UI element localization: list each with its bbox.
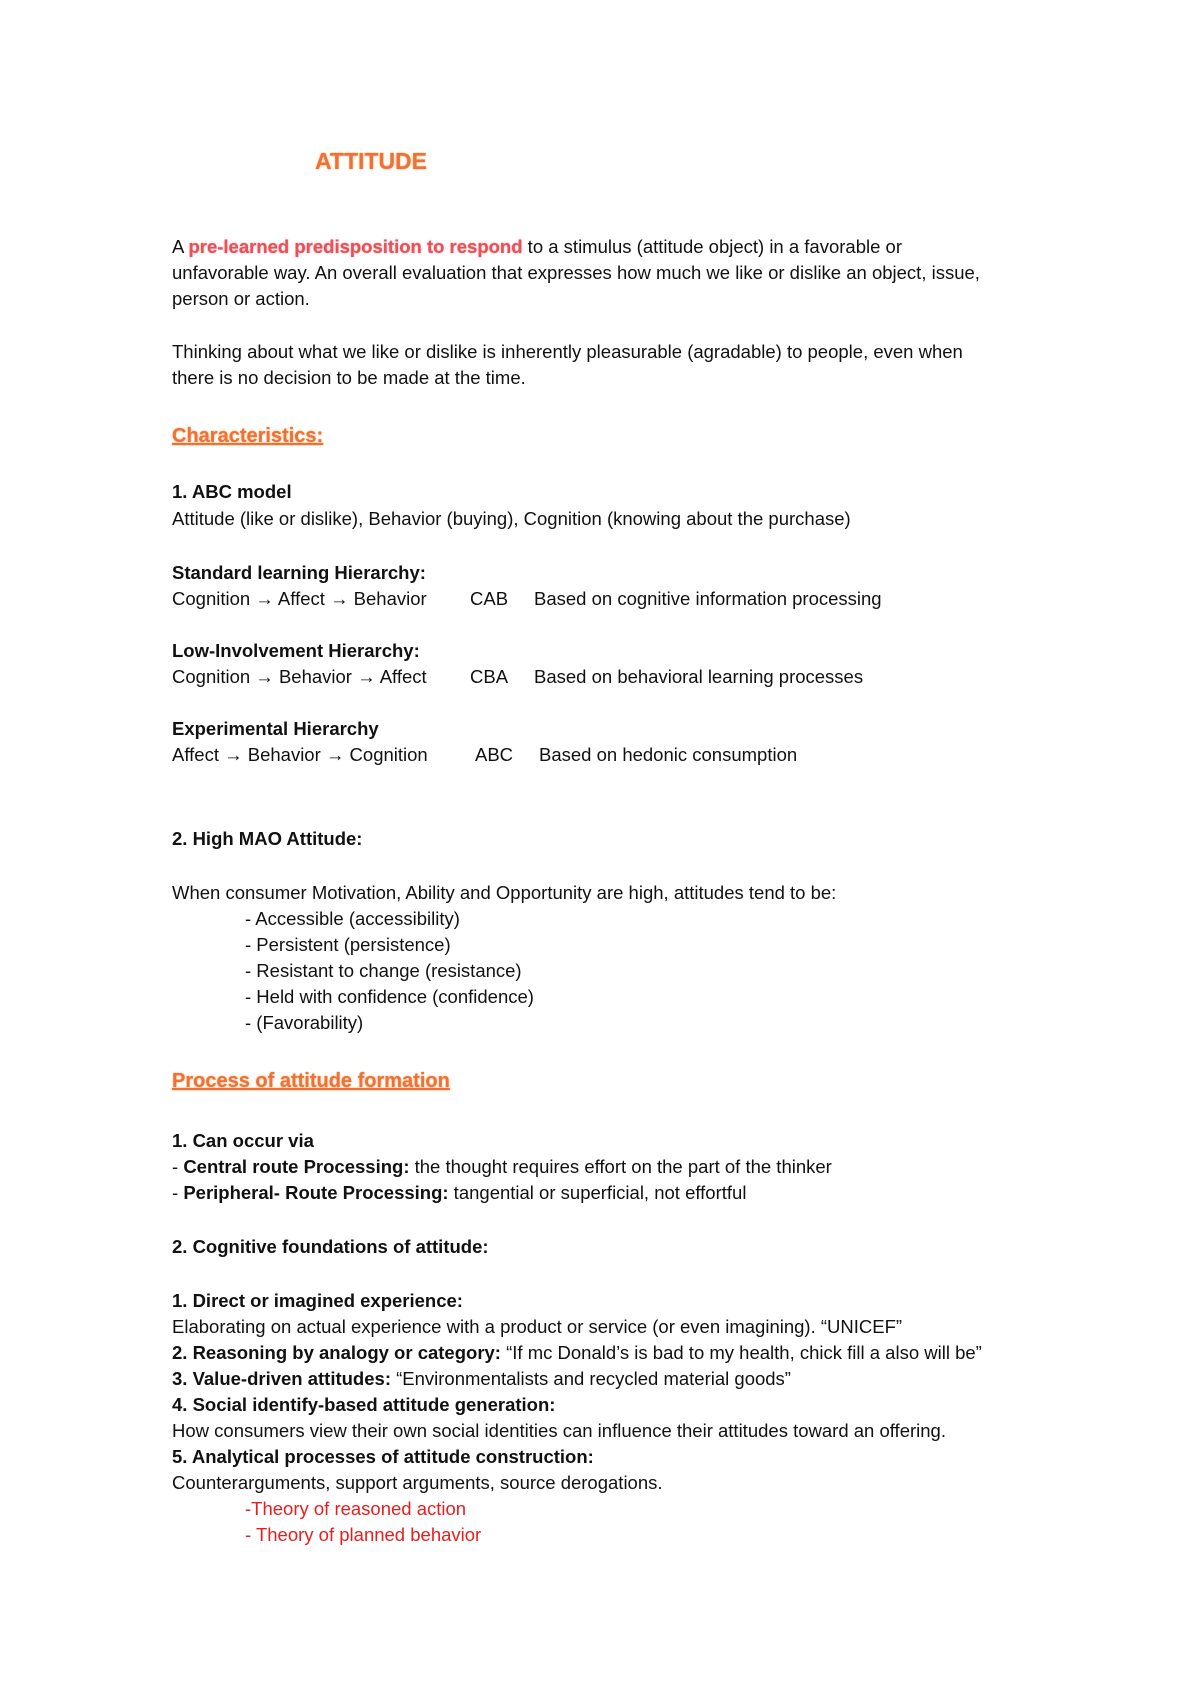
hierarchy-name: Experimental Hierarchy (172, 718, 379, 739)
hierarchy-sequence: Cognition → Behavior → Affect (172, 666, 427, 687)
abc-model-heading: 1. ABC model (172, 481, 292, 502)
peripheral-route-text: tangential or superficial, not effortful (448, 1182, 747, 1203)
hierarchy-desc: Based on cognitive information processing (534, 588, 882, 609)
cognitive-item-label: 2. Reasoning by analogy or category: (172, 1342, 501, 1363)
thinking-line-1: Thinking about what we like or dislike is inherently pleasurable (agradable) to people, even when (172, 341, 963, 362)
mao-item: - Accessible (accessibility) (245, 908, 460, 929)
central-route-label: Central route Processing: (183, 1156, 410, 1177)
hierarchy-sequence: Cognition → Affect → Behavior (172, 588, 427, 609)
cognitive-item-label: 3. Value-driven attitudes: (172, 1368, 391, 1389)
definition-highlight: pre-learned predisposition to respond (188, 236, 523, 257)
cognitive-item-text: Elaborating on actual experience with a product or service (or even imagining). “UNICEF” (172, 1316, 903, 1337)
thinking-line-2: there is no decision to be made at the time. (172, 367, 526, 388)
hierarchy-desc: Based on behavioral learning processes (534, 666, 864, 687)
definition-line-3: person or action. (172, 288, 310, 309)
hierarchy-name: Low-Involvement Hierarchy: (172, 640, 420, 661)
mao-intro: When consumer Motivation, Ability and Opportunity are high, attitudes tend to be: (172, 882, 837, 903)
theory-item: - Theory of planned behavior (245, 1524, 482, 1545)
cognitive-item-text: “Environmentalists and recycled material goods” (390, 1368, 791, 1389)
abc-model-description: Attitude (like or dislike), Behavior (buying), Cognition (knowing about the purchase) (172, 508, 851, 529)
mao-item: - (Favorability) (245, 1012, 364, 1033)
peripheral-route-line: - Peripheral- Route Processing: tangential or superficial, not effortful (172, 1182, 747, 1203)
characteristics-heading: Characteristics: (172, 425, 324, 447)
cognitive-item-text: How consumers view their own social identities can influence their attitudes toward an offering. (172, 1420, 946, 1441)
hierarchy-sequence: Affect → Behavior → Cognition (172, 744, 428, 765)
central-route-text: the thought requires effort on the part of the thinker (409, 1156, 832, 1177)
cognitive-item-label: 4. Social identify-based attitude generation: (172, 1394, 556, 1415)
hierarchy-desc: Based on hedonic consumption (539, 744, 798, 765)
cognitive-item-label: 5. Analytical processes of attitude construction: (172, 1446, 594, 1467)
hierarchy-abbr: CBA (470, 666, 509, 687)
peripheral-route-label: Peripheral- Route Processing: (183, 1182, 449, 1203)
definition-line-1 (172, 234, 902, 260)
hierarchy-abbr: ABC (475, 744, 514, 765)
cognitive-item-line (172, 1340, 982, 1366)
definition-prefix: A (172, 236, 189, 257)
process-heading: Process of attitude formation (172, 1070, 450, 1092)
cognitive-heading: 2. Cognitive foundations of attitude: (172, 1236, 489, 1257)
occur-heading: 1. Can occur via (172, 1130, 314, 1151)
cognitive-item-label: 1. Direct or imagined experience: (172, 1290, 463, 1311)
mao-item: - Resistant to change (resistance) (245, 960, 522, 981)
mao-item: - Persistent (persistence) (245, 934, 451, 955)
cognitive-item-text: “If mc Donald’s is bad to my health, chick fill a also will be” (500, 1342, 982, 1363)
hierarchy-name: Standard learning Hierarchy: (172, 562, 426, 583)
definition-rest: to a stimulus (attitude object) in a favorable or (522, 236, 902, 257)
definition-line-2: unfavorable way. An overall evaluation that expresses how much we like or dislike an object, issue, (172, 262, 980, 283)
cognitive-item-text: Counterarguments, support arguments, source derogations. (172, 1472, 663, 1493)
hierarchy-abbr: CAB (470, 588, 509, 609)
theory-item: -Theory of reasoned action (245, 1498, 467, 1519)
mao-heading: 2. High MAO Attitude: (172, 828, 363, 849)
central-route-line: - Central route Processing: the thought requires effort on the part of the thinker (172, 1156, 832, 1177)
cognitive-item-line (172, 1366, 791, 1392)
page-title: ATTITUDE (315, 148, 428, 174)
mao-item: - Held with confidence (confidence) (245, 986, 534, 1007)
